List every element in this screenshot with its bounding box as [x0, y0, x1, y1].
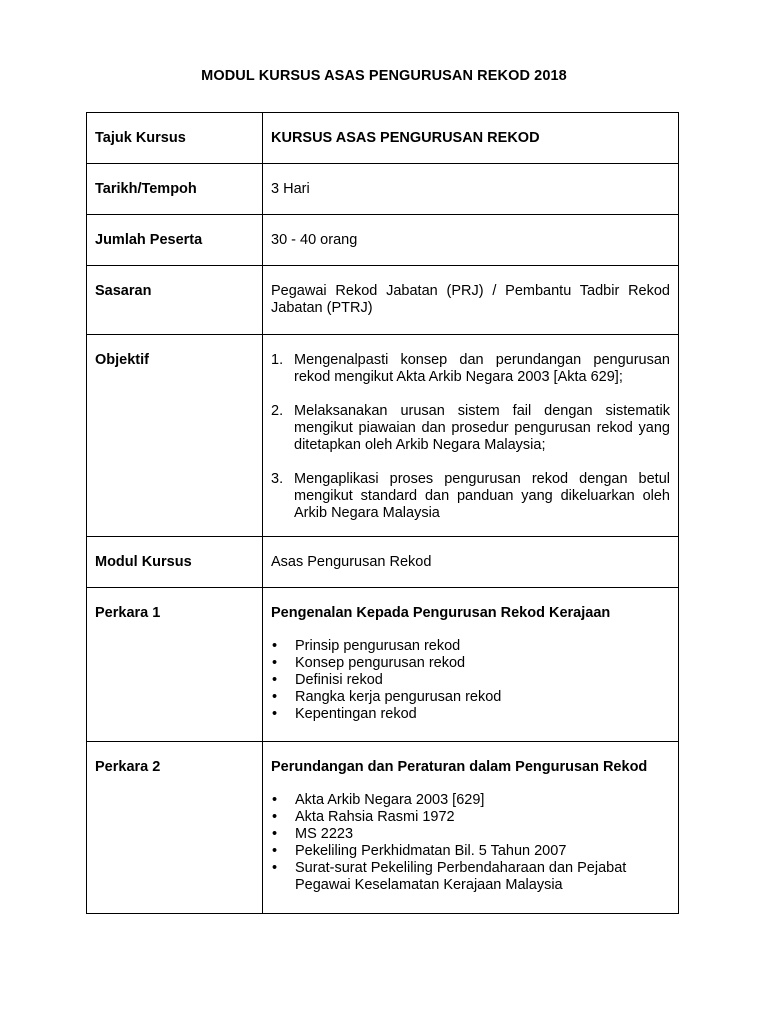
bullet-icon: •: [272, 843, 278, 859]
objective-number: 2.: [271, 403, 284, 419]
bullet-icon: •: [272, 826, 278, 842]
label-perkara-2: Perkara 2: [87, 742, 263, 914]
list-item: [271, 706, 670, 723]
document-title: MODUL KURSUS ASAS PENGURUSAN REKOD 2018: [201, 68, 567, 84]
list-item: [271, 655, 670, 672]
bullet-icon: •: [272, 706, 278, 722]
list-item-text: Definisi rekod: [295, 672, 383, 688]
label-tajuk-kursus: Tajuk Kursus: [87, 113, 263, 164]
value-tajuk-kursus: KURSUS ASAS PENGURUSAN REKOD: [263, 113, 679, 164]
objective-number: 1.: [271, 352, 284, 368]
objective-item: [271, 471, 670, 522]
row-tajuk-kursus: [87, 113, 679, 164]
label-modul-kursus: Modul Kursus: [87, 537, 263, 588]
row-sasaran: [87, 266, 679, 335]
label-sasaran: Sasaran: [87, 266, 263, 335]
bullet-icon: •: [272, 655, 278, 671]
list-item: [271, 809, 670, 826]
perkara-1-list: [271, 638, 670, 723]
bullet-icon: •: [272, 809, 278, 825]
row-perkara-1: [87, 588, 679, 742]
value-tarikh-tempoh: 3 Hari: [263, 164, 679, 215]
list-item: [271, 826, 670, 843]
perkara-2-list: [271, 792, 670, 894]
label-tarikh-tempoh: Tarikh/Tempoh: [87, 164, 263, 215]
list-item-text: Rangka kerja pengurusan rekod: [295, 689, 502, 705]
bullet-icon: •: [272, 860, 278, 876]
list-item: [271, 638, 670, 655]
list-item-text: Akta Rahsia Rasmi 1972: [295, 809, 455, 825]
value-sasaran: Pegawai Rekod Jabatan (PRJ) / Pembantu Tadbir Rekod Jabatan (PTRJ): [263, 266, 679, 335]
value-modul-kursus: Asas Pengurusan Rekod: [263, 537, 679, 588]
list-item-text: Akta Arkib Negara 2003 [629]: [295, 792, 485, 808]
value-objektif: [263, 335, 679, 537]
label-jumlah-peserta: Jumlah Peserta: [87, 215, 263, 266]
value-perkara-1: [263, 588, 679, 742]
bullet-icon: •: [272, 672, 278, 688]
perkara-2-heading: Perundangan dan Peraturan dalam Pengurusan Rekod: [271, 759, 648, 775]
list-item: [271, 792, 670, 809]
list-item-text: Pekeliling Perkhidmatan Bil. 5 Tahun 2007: [295, 843, 567, 859]
objective-item: [271, 352, 670, 386]
list-item: [271, 860, 670, 894]
row-jumlah-peserta: [87, 215, 679, 266]
course-table: [86, 112, 679, 914]
list-item-text: Surat-surat Pekeliling Perbendaharaan dan Pejabat Pegawai Keselamatan Kerajaan Malaysia: [295, 860, 627, 893]
value-jumlah-peserta: 30 - 40 orang: [263, 215, 679, 266]
objective-text: Mengenalpasti konsep dan perundangan pengurusan rekod mengikut Akta Arkib Negara 2003 [Akta 629];: [294, 352, 670, 385]
label-perkara-1: Perkara 1: [87, 588, 263, 742]
bullet-icon: •: [272, 638, 278, 654]
row-perkara-2: [87, 742, 679, 914]
row-objektif: [87, 335, 679, 537]
list-item-text: MS 2223: [295, 826, 354, 842]
objective-number: 3.: [271, 471, 284, 487]
objective-text: Mengaplikasi proses pengurusan rekod dengan betul mengikut standard dan panduan yang dikeluarkan oleh Arkib Negara Malaysia: [294, 471, 670, 521]
list-item-text: Kepentingan rekod: [295, 706, 417, 722]
perkara-1-heading: Pengenalan Kepada Pengurusan Rekod Kerajaan: [271, 605, 611, 621]
value-perkara-2: [263, 742, 679, 914]
list-item: [271, 843, 670, 860]
list-item-text: Konsep pengurusan rekod: [295, 655, 466, 671]
row-modul-kursus: [87, 537, 679, 588]
list-item: [271, 672, 670, 689]
objectives-list: [271, 352, 670, 522]
label-objektif: Objektif: [87, 335, 263, 537]
objective-item: [271, 403, 670, 454]
bullet-icon: •: [272, 792, 278, 808]
list-item-text: Prinsip pengurusan rekod: [295, 638, 461, 654]
row-tarikh-tempoh: [87, 164, 679, 215]
bullet-icon: •: [272, 689, 278, 705]
list-item: [271, 689, 670, 706]
objective-text: Melaksanakan urusan sistem fail dengan sistematik mengikut piawaian dan prosedur pengurusan rekod yang ditetapkan oleh Arkib Negara Malaysia;: [294, 403, 670, 453]
